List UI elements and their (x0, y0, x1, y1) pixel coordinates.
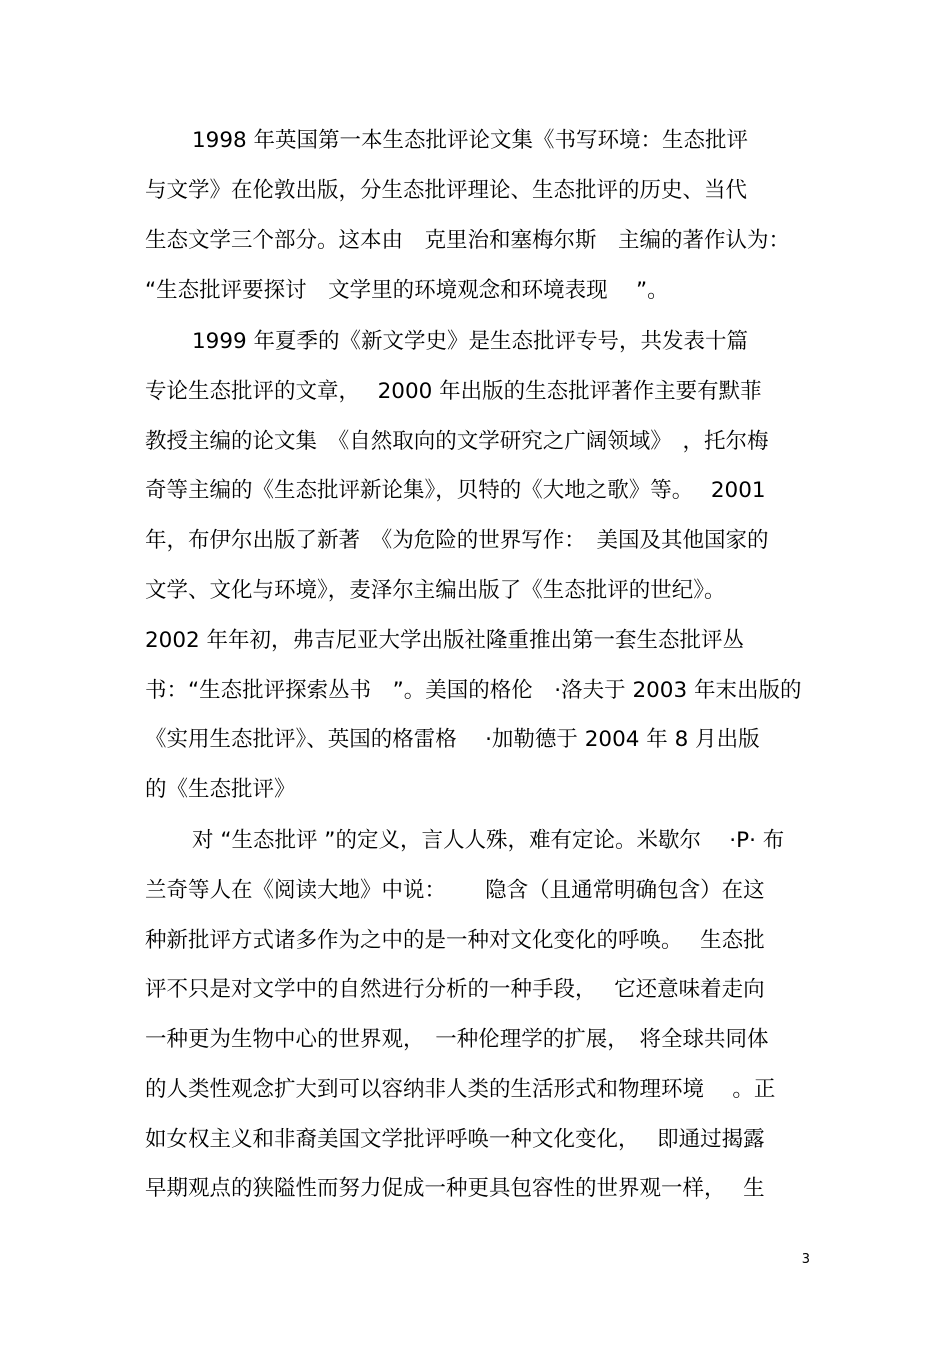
paragraph-1-line-1: 1998 年英国第一本生态批评论文集《书写环境：生态批评 (192, 128, 749, 153)
paragraph-2-line-4: 奇等主编的《生态批评新论集》，贝特的《大地之歌》等。 2001 (145, 478, 766, 503)
paragraph-3-line-1: 对 “生态批评 ”的定义，言人人殊，难有定论。米歇尔 ·P· 布 (192, 828, 785, 853)
paragraph-2-line-5: 年，布伊尔出版了新著 《为危险的世界写作： 美国及其他国家的 (145, 528, 769, 553)
page-number: 3 (801, 1252, 810, 1267)
paragraph-1-line-3: 生态文学三个部分。这本由 克里治和塞梅尔斯 主编的著作认为： (145, 228, 791, 253)
paragraph-3-line-6: 的人类性观念扩大到可以容纳非人类的生活形式和物理环境 。正 (145, 1077, 776, 1102)
paragraph-2-line-10: 的《生态批评》 (145, 777, 296, 802)
paragraph-1-line-2: 与文学》在伦敦出版，分生态批评理论、生态批评的历史、当代 (145, 178, 748, 203)
paragraph-2-line-1: 1999 年夏季的《新文学史》是生态批评专号，共发表十篇 (192, 329, 749, 354)
paragraph-3-line-3: 种新批评方式诸多作为之中的是一种对文化变化的呼唤。 生态批 (145, 928, 765, 953)
paragraph-3-line-2: 兰奇等人在《阅读大地》中说： 隐含（且通常明确包含）在这 (145, 878, 765, 903)
paragraph-2-line-7: 2002 年年初，弗吉尼亚大学出版社隆重推出第一套生态批评丛 (145, 628, 745, 653)
paragraph-1-line-4: “生态批评要探讨 文学里的环境观念和环境表现 ”。 (145, 278, 669, 303)
paragraph-2-line-9: 《实用生态批评》、英国的格雷格 ·加勒德于 2004 年 8 月出版 (145, 727, 760, 752)
paragraph-3-line-4: 评不只是对文学中的自然进行分析的一种手段， 它还意味着走向 (145, 977, 765, 1002)
paragraph-2-line-8: 书：“生态批评探索丛书 ”。美国的格伦 ·洛夫于 2003 年末出版的 (145, 678, 802, 703)
paragraph-3-line-7: 如女权主义和非裔美国文学批评呼唤一种文化变化， 即通过揭露 (145, 1127, 765, 1152)
paragraph-2-line-6: 文学、文化与环境》，麦泽尔主编出版了《生态批评的世纪》。 (145, 578, 726, 603)
paragraph-2-line-3: 教授主编的论文集 《自然取向的文学研究之广阔领域》 ，托尔梅 (145, 429, 769, 454)
paragraph-3-line-5: 一种更为生物中心的世界观， 一种伦理学的扩展， 将全球共同体 (145, 1027, 769, 1052)
paragraph-3-line-8: 早期观点的狭隘性而努力促成一种更具包容性的世界观一样， 生 (145, 1176, 765, 1201)
paragraph-2-line-2: 专论生态批评的文章， 2000 年出版的生态批评著作主要有默菲 (145, 379, 762, 404)
